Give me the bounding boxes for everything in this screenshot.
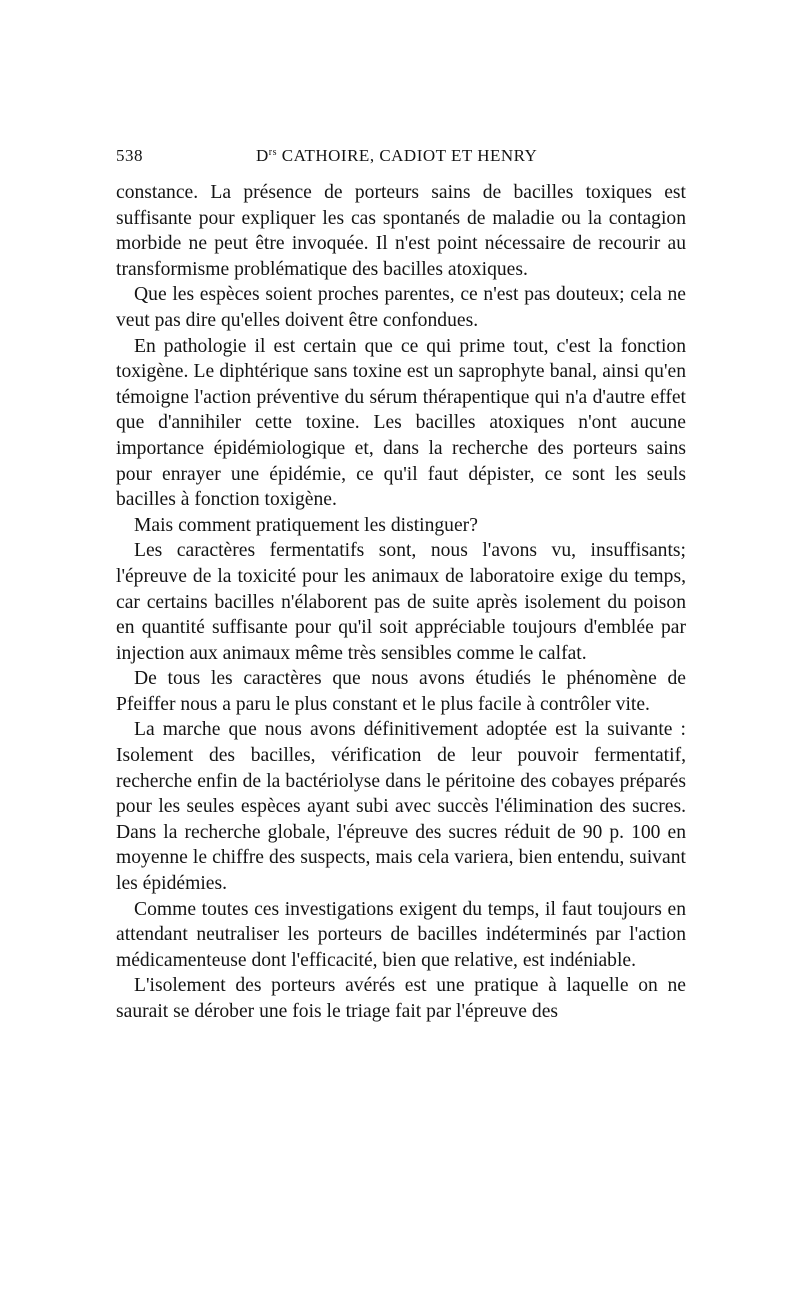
document-page xyxy=(116,146,686,1025)
author-prefix: D xyxy=(256,146,269,165)
paragraph: L'isolement des porteurs avérés est une pratique à laquelle on ne saurait se dérober une fois le triage fait par l'épreuve des xyxy=(116,975,686,1022)
paragraph: En pathologie il est certain que ce qui prime tout, c'est la fonction toxigène. Le diphtérique sans toxine est un saprophyte banal, ainsi qu'en témoigne l'action préventive du sérum thérapentique qui n'a d'autre effet que d'annihiler cette toxine. Les bacilles atoxiques n'ont aucune importance épidémiologique et, dans la recherche des porteurs sains pour enrayer une épidémie, ce qu'il faut dépister, ce sont les seuls bacilles à fonction toxigène. xyxy=(116,335,686,511)
body-text xyxy=(116,180,686,1025)
paragraph: constance. La présence de porteurs sains de bacilles toxiques est suffisante pour expliquer les cas spontanés de maladie ou la contagion morbide ne peut être invoquée. Il n'est point nécessaire de recourir au transformisme problématique des bacilles atoxiques. xyxy=(116,182,686,280)
paragraph: Comme toutes ces investigations exigent du temps, il faut toujours en attendant neutraliser les porteurs de bacilles indéterminés par l'action médicamenteuse dont l'efficacité, bien que relative, est indéniable. xyxy=(116,898,686,971)
running-head-title: CATHOIRE, CADIOT ET HENRY xyxy=(281,146,538,165)
paragraph: Les caractères fermentatifs sont, nous l'avons vu, insuffisants; l'épreuve de la toxicité pour les animaux de laboratoire exige du temps, car certains bacilles n'élaborent pas de suite après isolement du poison en quantité suffisante pour qu'il soit appréciable toujours d'emblée par injection aux animaux même très sensibles comme le calfat. xyxy=(116,540,686,664)
page-number: 538 xyxy=(116,146,143,165)
paragraph: La marche que nous avons définitivement adoptée est la suivante : Isolement des bacilles, vérification de leur pouvoir fermentatif, recherche enfin de la bactériolyse dans le péritoine des cobayes préparés pour les seules espèces ayant subi avec succès l'élimination des sucres. Dans la recherche globale, l'épreuve des sucres réduit de 90 p. 100 en moyenne le chiffre des suspects, mais cela variera, bien entendu, suivant les épidémies. xyxy=(116,719,686,895)
page-header xyxy=(116,146,686,172)
paragraph: Que les espèces soient proches parentes, ce n'est pas douteux; cela ne veut pas dire qu'elles doivent être confondues. xyxy=(116,284,686,331)
paragraph: De tous les caractères que nous avons étudiés le phénomène de Pfeiffer nous a paru le plus constant et le plus facile à contrôler vite. xyxy=(116,668,686,715)
running-head xyxy=(256,146,537,166)
author-prefix-sup: rs xyxy=(268,147,278,158)
paragraph: Mais comment pratiquement les distinguer? xyxy=(134,514,478,536)
